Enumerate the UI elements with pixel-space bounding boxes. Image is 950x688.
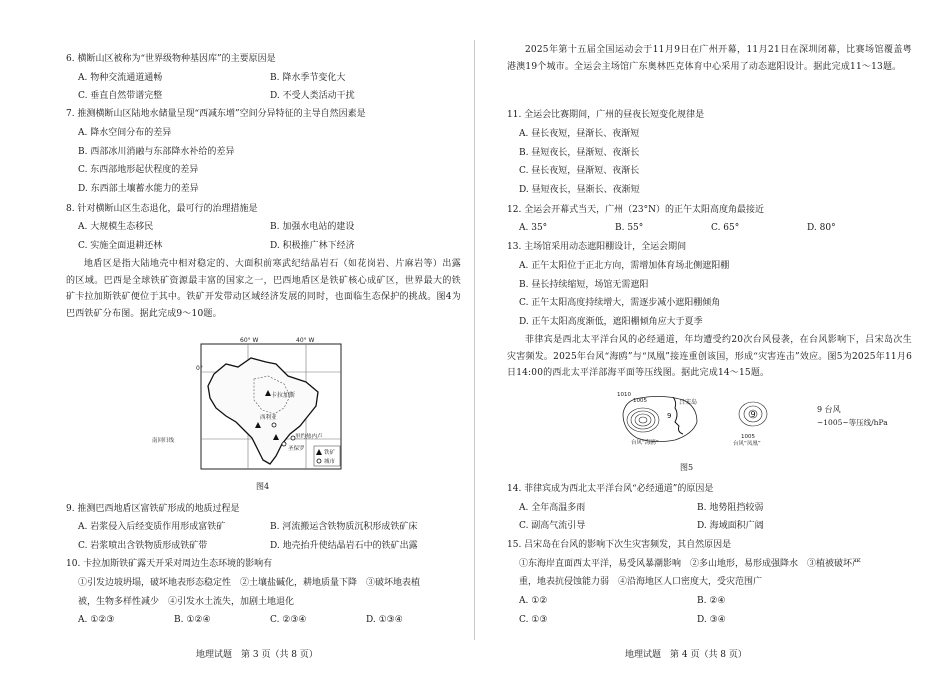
legend-iron: 铁矿: [324, 450, 336, 456]
label-carajas: 卡拉加斯: [271, 392, 296, 399]
q14-option-d: D. 海域面积广阔: [697, 521, 764, 531]
q11-stem: 11. 全运会比赛期间，广州的昼夜长短变化规律是: [507, 110, 705, 120]
q12-option-d: D. 80°: [807, 223, 836, 233]
q11-option-d: D. 昼短夜长，昼渐长、夜渐短: [519, 185, 640, 195]
label-typhoon-fenghuang: 台风“凤凰”: [733, 441, 761, 447]
legend-typhoon: 台风: [824, 405, 841, 414]
q11-option-a: A. 昼长夜短，昼渐长、夜渐短: [519, 129, 640, 139]
q9-option-a: A. 岩浆侵入后经变质作用形成富铁矿: [78, 522, 226, 532]
map-lat-0: 0°: [196, 365, 203, 372]
label-rio: 里约热内卢: [295, 434, 323, 440]
q9-option-d: D. 地壳抬升使结晶岩石中的铁矿出露: [270, 541, 418, 551]
legend-typhoon-icon: 9: [817, 405, 825, 414]
figure-4-caption: 图4: [256, 482, 270, 491]
typhoon-haiou-center: [627, 408, 659, 432]
q8-option-c: C. 实施全面退耕还林: [78, 241, 163, 251]
label-luzon: 吕宋岛: [679, 399, 698, 406]
right-page: [475, 0, 950, 688]
q8-option-a: A. 大规模生态移民: [78, 222, 154, 232]
q8-stem: 8. 针对横断山区生态退化，最可行的治理措施是: [66, 204, 258, 214]
typhoon-isobar-map: [605, 392, 815, 447]
q6-option-c: C. 垂直自然带谱完整: [78, 91, 163, 101]
q15-option-b: B. ②④: [697, 596, 726, 606]
isobar-label-1005: 1005: [633, 398, 647, 404]
q15-stem: 15. 吕宋岛在台风的影响下次生灾害频发，其自然原因是: [507, 540, 732, 550]
q12-option-a: A. 35°: [519, 223, 548, 233]
q10-stem: 10. 卡拉加斯铁矿露天开采对周边生态环境的影响有: [66, 559, 273, 569]
q13-stem: 13. 主场馆采用动态遮阳棚设计，全运会期间: [507, 242, 687, 252]
label-brasilia: 西利亚: [260, 415, 277, 421]
legend-typhoon-row: [817, 404, 841, 416]
brazil-passage: 地盾区是指大陆地壳中相对稳定的、大面积前寒武纪结晶岩石（如花岗岩、片麻岩等）出露的区域。巴西是全球铁矿资源最丰富的国家之一，巴西地盾区是铁矿核心成矿区，世界最大的铁矿卡拉加斯铁矿便位于其中。铁矿开发带动区域经济发展的同时，也面临生态保护的挑战。图4为巴西铁矿分布图。据此完成9～10题。: [66, 259, 461, 319]
q6-option-d: D. 不受人类活动干扰: [270, 91, 355, 101]
q13-option-c: C. 正午太阳高度持续增大，需逐步减小遮阳棚倾角: [519, 298, 721, 308]
q10-statements-line1: ①引发边坡坍塌，破坏地表形态稳定性 ②土壤盐碱化，耕地质量下降 ③破坏地表植: [78, 578, 421, 588]
q11-option-b: B. 昼短夜长，昼渐短、夜渐长: [519, 148, 640, 158]
q13-option-b: B. 昼长持续缩短，场馆无需遮阳: [519, 280, 649, 290]
q6-option-a: A. 物种交流通道通畅: [78, 73, 163, 83]
q7-option-c: C. 东西部地形起伏程度的差异: [78, 165, 199, 175]
typhoon-haiou-symbol: 9: [667, 412, 672, 420]
games-passage: 2025年第十五届全国运动会于11月9日在广州开幕，11月21日在深圳闭幕，比赛场馆覆盖粤港澳19个城市。全运会主场馆广东奥林匹克体育中心采用了动态遮阳设计。据此完成11～13题。: [507, 45, 912, 72]
map-lon-40w: 40° W: [296, 337, 315, 344]
figure-5-caption: 图5: [680, 463, 694, 472]
q15-statements-line2: 重，地表抗侵蚀能力弱 ④沿海地区人口密度大，受灾范围广: [519, 577, 763, 587]
q7-option-d: D. 东西部土壤蓄水能力的差异: [78, 184, 199, 194]
q10-statements-line2: 被，生物多样性减少 ④引发水土流失，加剧土地退化: [78, 597, 295, 607]
label-saopaulo: 圣保罗: [288, 446, 305, 452]
q14-option-b: B. 地势阻挡较弱: [697, 503, 764, 513]
q10-option-d: D. ①③④: [366, 615, 403, 625]
page-4-footer: 地理试题 第 4 页（共 8 页）: [625, 650, 747, 660]
q9-option-c: C. 岩浆喷出含铁物质形成铁矿带: [78, 541, 208, 551]
q7-stem: 7. 推测横断山区陆地水储量呈现“西减东增”空间分异特征的主导自然因素是: [66, 109, 366, 119]
q10-option-c: C. ②③④: [270, 615, 307, 625]
q14-option-a: A. 全年高温多雨: [519, 503, 586, 513]
q7-option-b: B. 西部冰川消融与东部降水补给的差异: [78, 147, 235, 157]
legend-city: 城市: [324, 459, 336, 465]
q10-option-a: A. ①②③: [78, 615, 115, 625]
q14-option-c: C. 副高气流引导: [519, 521, 586, 531]
brazil-iron-map: [152, 334, 346, 474]
typhoon-fenghuang-symbol: 9: [750, 410, 756, 419]
q10-option-b: B. ①②④: [174, 615, 211, 625]
q14-stem: 14. 菲律宾成为西北太平洋台风“必经通道”的原因是: [507, 484, 714, 494]
page-3-footer: 地理试题 第 3 页（共 8 页）: [196, 650, 318, 660]
q12-option-b: B. 55°: [615, 223, 644, 233]
q15-option-a: A. ①②: [519, 596, 548, 606]
q15-option-d: D. ③④: [697, 615, 726, 625]
city-brasilia-marker: [272, 423, 276, 427]
q8-option-b: B. 加强水电站的建设: [270, 222, 355, 232]
q12-stem: 12. 全运会开幕式当天，广州（23°N）的正午太阳高度角最接近: [507, 205, 765, 215]
q15-option-c: C. ①③: [519, 615, 548, 625]
isobar-label-1005-east: 1005: [741, 434, 755, 440]
isobar-label-1010: 1010: [617, 392, 631, 398]
q7-option-a: A. 降水空间分布的差异: [78, 128, 172, 138]
legend-city-icon: [317, 459, 321, 463]
map-lon-60w: 60° W: [240, 337, 259, 344]
q15-statements-line1: ①东海岸直面西太平洋，易受风暴潮影响 ②多山地形，易形成强降水 ③植被破坏严: [519, 559, 862, 569]
q13-option-d: D. 正午太阳高度渐低，遮阳棚倾角应大于夏季: [519, 317, 703, 327]
q9-stem: 9. 推测巴西地盾区富铁矿形成的地质过程是: [66, 504, 240, 514]
q6-option-b: B. 降水季节变化大: [270, 73, 346, 83]
legend-isobar: ~1005~等压线/hPa: [817, 418, 888, 427]
q11-option-c: C. 昼长夜短，昼渐短、夜渐长: [519, 166, 640, 176]
typhoon-passage: 菲律宾是西北太平洋台风的必经通道，年均遭受约20次台风侵袭，在台风影响下，吕宋岛次生灾害频发。2025年台风“海鸥”与“凤凰”接连重创该国，形成“灾害连击”效应。图5为2025年11月6日14:00的西北太平洋部海平面等压线图。据此完成14～15题。: [507, 335, 912, 378]
label-typhoon-haiou: 台风“海鸥”: [631, 440, 659, 446]
label-tropic: 南回归线: [152, 438, 175, 444]
q8-option-d: D. 积极推广林下经济: [270, 241, 355, 251]
q6-stem: 6. 横断山区被称为“世界级物种基因库”的主要原因是: [66, 54, 276, 64]
q12-option-c: C. 65°: [711, 223, 740, 233]
q9-option-b: B. 河流搬运含铁物质沉积形成铁矿床: [270, 522, 418, 532]
city-saopaulo-marker: [282, 442, 286, 446]
q13-option-a: A. 正午太阳位于正北方向，需增加体育场北侧遮阳棚: [519, 261, 730, 271]
